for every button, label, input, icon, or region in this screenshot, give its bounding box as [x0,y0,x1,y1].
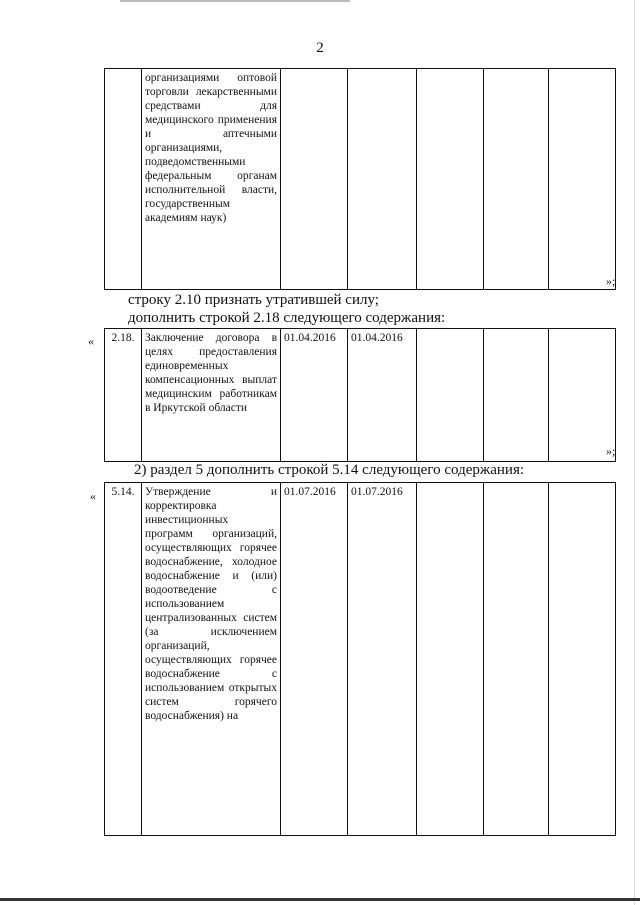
cell-empty [484,69,549,290]
cell-empty [484,483,549,836]
cell-empty [549,329,616,462]
table-row-218 [104,328,616,462]
scan-bottom-line [0,898,640,901]
closing-quote: »; [606,444,616,458]
cell-empty [417,483,484,836]
scan-right-edge [634,0,635,905]
cell-number: 2.18. [105,329,142,462]
table-row-514 [104,482,616,836]
cell-name: Утверждение и корректировка инвестиционных программ организаций, осуществляющих горячее водоснабжение, холодное водоснабжение и (или) водоотведение с использованием централизованных систем (за исключением организаций, осуществляющих горячее водоснабжение с использованием открытых систем горячего водоснабжения) на [142,483,281,836]
table-row [105,483,616,836]
text-line-invalidate: строку 2.10 признать утратившей силу; [128,292,379,308]
cell-empty [549,69,616,290]
cell-date-end: 01.04.2016 [348,329,417,462]
cell-empty [417,329,484,462]
page-number: 2 [316,40,324,56]
cell-empty [417,69,484,290]
opening-quote: « [88,334,94,348]
cell-date-start: 01.04.2016 [281,329,348,462]
cell-date-end: 01.07.2016 [348,483,417,836]
cell-name: Заключение договора в целях предоставления единовременных компенсационных выплат медицинским работникам в Иркутской области [142,329,281,462]
closing-quote: »; [606,274,616,288]
opening-quote: « [90,489,96,503]
table-continuation [104,68,616,290]
cell-empty [484,329,549,462]
cell-date-end [348,69,417,290]
table-row [105,329,616,462]
cell-date-start: 01.07.2016 [281,483,348,836]
cell-date-start [281,69,348,290]
cell-name: организациями оптовой торговли лекарственными средствами для медицинского применения и аптечными организациями, подведомственными федеральным органам исполнительной власти, государственным академиям наук) [142,69,281,290]
text-line-section5: 2) раздел 5 дополнить строкой 5.14 следующего содержания: [134,462,525,478]
cell-number: 5.14. [105,483,142,836]
table-row [105,69,616,290]
cell-number [105,69,142,290]
cell-empty [549,483,616,836]
scan-top-line [120,0,350,2]
text-line-add-218: дополнить строкой 2.18 следующего содержания: [128,310,446,326]
